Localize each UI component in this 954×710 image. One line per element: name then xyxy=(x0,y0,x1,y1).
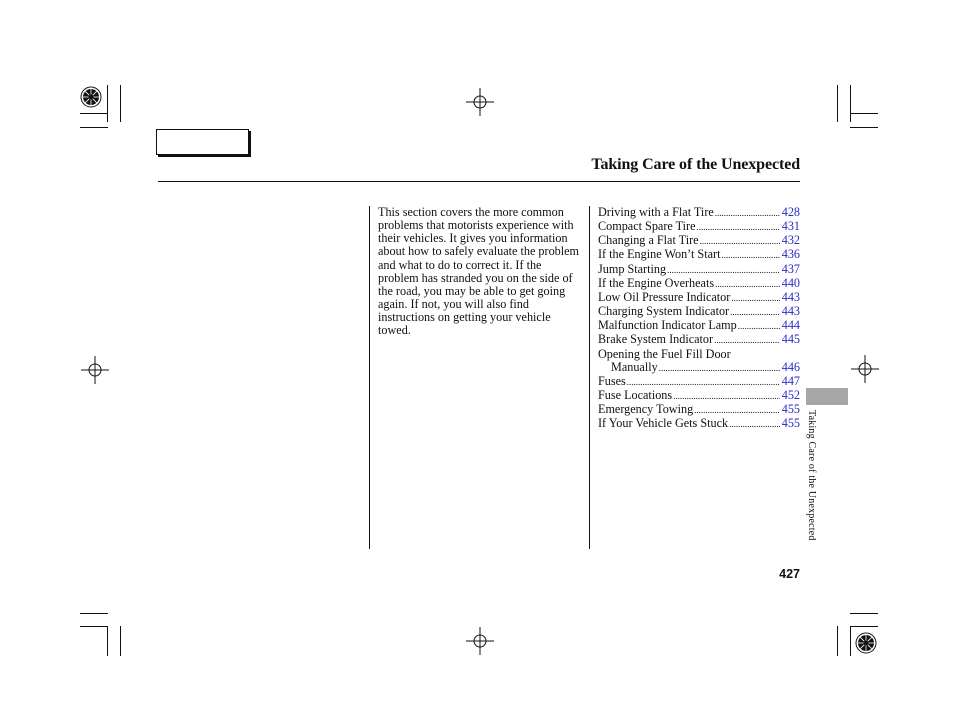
section-thumb-tab[interactable] xyxy=(806,388,848,405)
header-box xyxy=(156,129,249,155)
toc-page-link[interactable]: 428 xyxy=(781,205,800,219)
crosshair-icon xyxy=(81,356,109,384)
toc-item[interactable]: Compact Spare Tire ..... 431 xyxy=(598,220,800,234)
toc-item[interactable]: Low Oil Pressure Indicator ..... 443 xyxy=(598,291,800,305)
toc-item[interactable]: Changing a Flat Tire ..... 432 xyxy=(598,234,800,248)
toc-page-link[interactable]: 452 xyxy=(781,388,800,403)
column-divider xyxy=(369,206,370,549)
toc-item: Opening the Fuel Fill Door xyxy=(598,346,731,361)
toc-page-link[interactable]: 431 xyxy=(781,219,800,234)
toc-page-link[interactable]: 447 xyxy=(781,373,800,388)
header-rule xyxy=(158,181,800,182)
toc-page-link[interactable]: 440 xyxy=(781,275,800,290)
toc-page-link[interactable]: 446 xyxy=(781,359,800,374)
crosshair-icon xyxy=(851,355,879,383)
page-number: 427 xyxy=(779,567,800,581)
toc-item[interactable]: Fuse Locations ..... 452 xyxy=(598,389,800,403)
registration-target-icon xyxy=(80,86,102,108)
toc-page-link[interactable]: 455 xyxy=(781,402,800,417)
toc-item[interactable]: If the Engine Overheats ..... 440 xyxy=(598,277,800,291)
toc-item[interactable]: Fuses ..... 447 xyxy=(598,375,800,389)
intro-paragraph: This section covers the more common problems that motorists experience with their vehicles. It gives you information about how to safely evaluate the problem and what to do to correct it. If the problem has stranded you on the side of the road, you may be able to get going again. If not, you will also find instructions on getting your vehicle towed. xyxy=(378,205,580,338)
toc-page-link[interactable]: 432 xyxy=(781,233,800,248)
toc-item[interactable]: Charging System Indicator ..... 443 xyxy=(598,305,800,319)
toc-page-link[interactable]: 443 xyxy=(781,289,800,304)
toc-item[interactable]: Manually ..... 446 xyxy=(598,361,800,375)
toc-item[interactable]: Malfunction Indicator Lamp ..... 444 xyxy=(598,319,800,333)
toc-page-link[interactable]: 444 xyxy=(781,318,800,333)
toc-list xyxy=(598,206,800,432)
toc-item[interactable]: Brake System Indicator ..... 445 xyxy=(598,333,800,347)
page-title: Taking Care of the Unexpected xyxy=(591,156,800,173)
crosshair-icon xyxy=(466,88,494,116)
toc-page-link[interactable]: 455 xyxy=(781,416,800,431)
toc-item[interactable]: Jump Starting ..... 437 xyxy=(598,263,800,277)
toc-page-link[interactable]: 445 xyxy=(781,332,800,347)
toc-item[interactable]: If Your Vehicle Gets Stuck ..... 455 xyxy=(598,417,800,431)
toc-page-link[interactable]: 437 xyxy=(781,261,800,276)
toc-page-link[interactable]: 436 xyxy=(781,247,800,262)
toc-item[interactable]: Emergency Towing ..... 455 xyxy=(598,403,800,417)
toc-item[interactable]: Driving with a Flat Tire ..... 428 xyxy=(598,206,800,220)
column-divider xyxy=(589,206,590,549)
toc-page-link[interactable]: 443 xyxy=(781,304,800,319)
side-tab-label: Taking Care of the Unexpected xyxy=(806,410,817,541)
toc-item[interactable]: If the Engine Won’t Start ..... 436 xyxy=(598,248,800,262)
registration-target-icon xyxy=(855,632,877,654)
crosshair-icon xyxy=(466,627,494,655)
